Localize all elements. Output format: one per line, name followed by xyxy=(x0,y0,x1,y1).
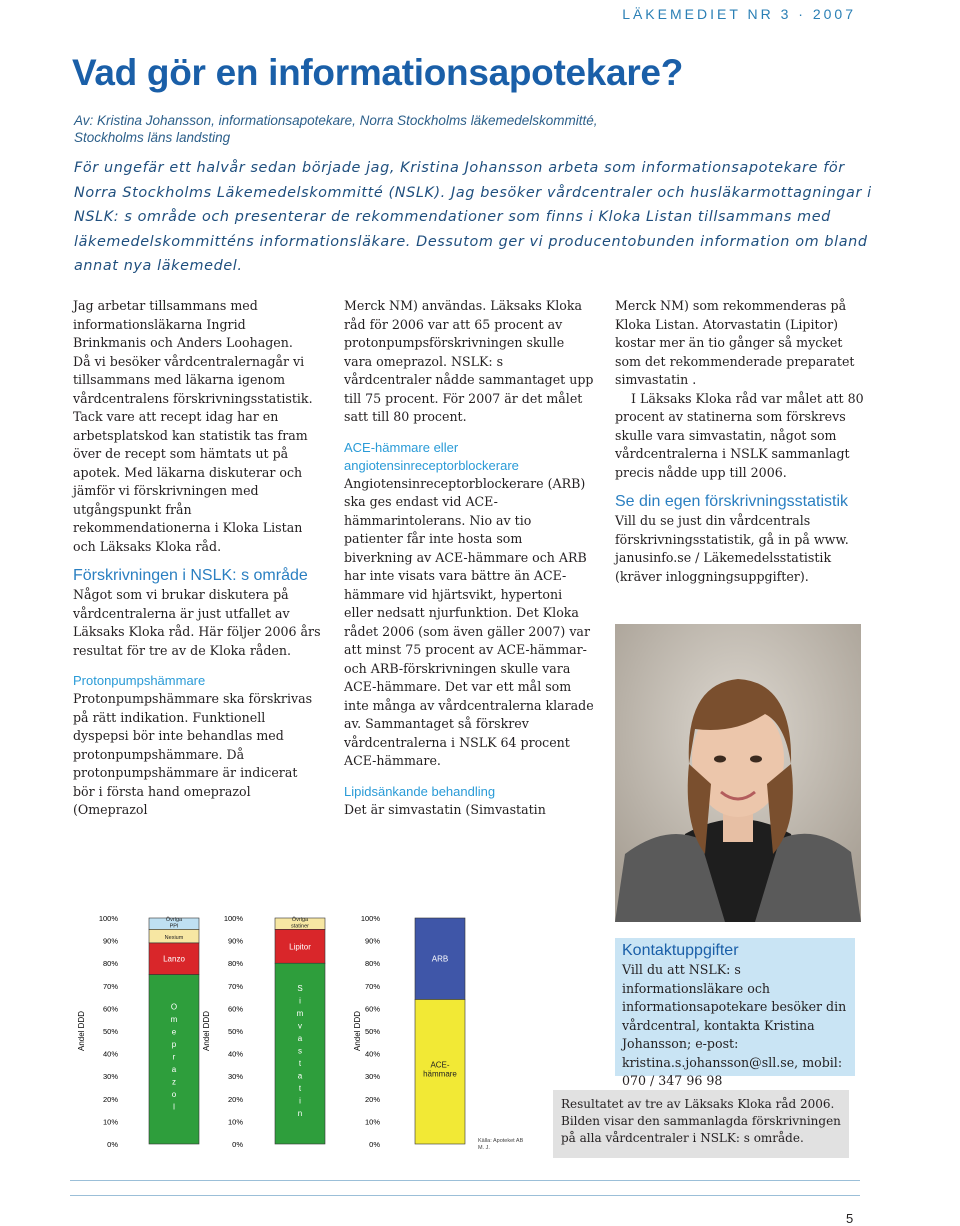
y-tick-label: 80% xyxy=(227,959,243,969)
y-tick-label: 50% xyxy=(227,1027,243,1036)
y-tick-label: 90% xyxy=(227,936,243,946)
subsection-heading: Protonpumpshämmare xyxy=(73,673,206,688)
y-tick-label: 20% xyxy=(364,1094,380,1104)
article-title: Vad gör en informationsapotekare? xyxy=(72,52,684,93)
y-tick-label: 70% xyxy=(227,981,243,991)
column-1 xyxy=(73,297,321,820)
y-tick-label: 30% xyxy=(364,1072,380,1082)
contact-heading: Kontaktuppgifter xyxy=(622,942,739,959)
divider xyxy=(70,1195,860,1196)
y-axis-label: Andel DDD xyxy=(77,1010,86,1052)
paragraph: Merck NM) som rekommenderas på Kloka Listan. Atorvastatin (Lipitor) kostar mer än tio gånger så mycket som det rekommenderade preparatet simvastatin . xyxy=(615,298,855,387)
paragraph: Angiotensinreceptorblockerare (ARB) ska ges endast vid ACE-hämmarintolerans. Nio av tio patienter får inte hosta som biverkning av ACE-hämmare och ARB har inte visats vara bättre än ACE-hämmare vid hjärtsvikt, hypertoni eller nedsatt njurfunktion. Det Kloka rådet 2006 (som även gäller 2007) var att minst 75 procent av ACE-hämmar- och ARB-förskrivningen skulle vara ACE-hämmare. Det var ett mål som inte många av vårdcentralerna klarade av. Sammantaget så förskrev vårdcentralerna i NSLK 64 procent ACE-hämmare. xyxy=(344,475,594,768)
y-tick-label: 70% xyxy=(364,981,380,991)
y-tick-label: 90% xyxy=(364,936,380,946)
article-lead: För ungefär ett halvår sedan började jag, Kristina Johansson arbeta som informationsapotekare för Norra Stockholms Läkemedelskommitté (NSLK). Jag besöker vårdcentraler och husläkarmottagningar i NSLK: s område och presenterar de rekommendationer som finns i Kloka Listan tillsammans med läkemedelskommitténs informationsläkare. Dessutom ger vi producentobunden information om bland annat nya läkemedel. xyxy=(74,160,872,274)
y-axis-label: Andel DDD xyxy=(353,1010,362,1052)
author-photo xyxy=(615,624,861,922)
y-tick-label: 40% xyxy=(102,1049,118,1059)
paragraph: Jag arbetar tillsammans med informationsläkarna Ingrid Brinkmanis och Anders Loohagen. xyxy=(73,298,293,350)
y-tick-label: 20% xyxy=(227,1094,243,1104)
chart-source: Källa: Apoteket AB M. J. xyxy=(478,1138,524,1151)
bar-segment-label: Övriga statiner xyxy=(290,916,310,930)
y-tick-label: 70% xyxy=(102,981,118,991)
column-2 xyxy=(344,297,594,819)
y-tick-label: 60% xyxy=(364,1004,380,1014)
y-axis-label: Andel DDD xyxy=(202,1010,211,1052)
section-heading: Förskrivningen i NSLK: s område xyxy=(73,567,308,584)
y-tick-label: 40% xyxy=(364,1049,380,1059)
y-tick-label: 30% xyxy=(102,1072,118,1082)
page-number: 5 xyxy=(846,1211,854,1226)
y-tick-label: 100% xyxy=(223,914,243,923)
subsection-heading: Lipidsänkande behandling xyxy=(344,783,496,799)
bar-segment-label: Övriga PPI xyxy=(165,916,183,930)
y-tick-label: 50% xyxy=(102,1027,118,1036)
column-3 xyxy=(615,297,865,586)
y-tick-label: 20% xyxy=(102,1094,118,1104)
bar-segment-label: Nexium xyxy=(164,935,184,942)
subsection-heading: ACE-hämmare eller angiotensinreceptorblockerare xyxy=(344,439,519,473)
paragraph: Då vi besöker vårdcentralernagår vi tillsammans med läkarna igenom vårdcentralens förskrivningsstatistik. Tack vare att recept idag har en arbetsplatskod kan statistik tas fram över de recept som hämtats ut på apotek. Med läkarna diskuterar och jämför vi förskrivningen med utgångspunkt från rekommendationerna i Kloka Listan och Läksaks Kloka råd. xyxy=(73,353,313,554)
paragraph: Protonpumpshämmare ska förskrivas på rätt indikation. Funktionell dyspepsi bör inte behandlas med protonpumpshämmare. Då protonpumpshämmare är indicerat bör i första hand omeprazol (Omeprazol xyxy=(73,691,313,817)
bar-segment-label: S i m v a s t a t i n xyxy=(296,984,304,1119)
y-tick-label: 0% xyxy=(232,1140,243,1149)
y-tick-label: 80% xyxy=(364,959,380,969)
article-byline: Av: Kristina Johansson, informationsapotekare, Norra Stockholms läkemedelskommitté, Stockholms läns landsting xyxy=(74,113,598,145)
y-tick-label: 100% xyxy=(98,914,118,923)
y-tick-label: 50% xyxy=(364,1027,380,1036)
y-tick-label: 0% xyxy=(107,1140,118,1149)
y-tick-label: 100% xyxy=(360,914,380,923)
y-tick-label: 60% xyxy=(227,1004,243,1014)
bar-segment-label: O m e p r a z o l xyxy=(170,1002,178,1112)
kloka-rad-charts xyxy=(70,902,540,1177)
divider xyxy=(70,1180,860,1181)
bar-segment-label: Lanzo xyxy=(163,954,185,964)
bar-segment-label: Lipitor xyxy=(289,942,311,952)
y-tick-label: 10% xyxy=(364,1117,380,1127)
y-tick-label: 10% xyxy=(227,1117,243,1127)
y-tick-label: 0% xyxy=(369,1140,380,1149)
contact-text: Vill du att NSLK: s informationsläkare och informationsapotekare besöker din vårdcentral, kontakta Kristina Johansson; e-post: kristina.s.johansson@sll.se, mobil: 070 / 347 96 98 xyxy=(622,962,847,1088)
paragraph: Något som vi brukar diskutera på vårdcentralerna är just utfallet av Läksaks Kloka råd. Här följer 2006 års resultat för tre av de Kloka råden. xyxy=(73,587,321,658)
paragraph: Det är simvastatin (Simvastatin xyxy=(344,801,546,817)
paragraph: Merck NM) användas. Läksaks Kloka råd för 2006 var att 65 procent av protonpumpsförskrivningen skulle vara omeprazol. NSLK: s vårdcentraler nådde sammantaget upp till 75 procent. För 2007 är det målet satt till 80 procent. xyxy=(344,298,594,424)
y-tick-label: 90% xyxy=(102,936,118,946)
y-tick-label: 10% xyxy=(102,1117,118,1127)
bar-segment-label: ARB xyxy=(431,954,449,964)
portrait-illustration xyxy=(615,624,861,922)
bar-segment-label: ACE-hämmare xyxy=(423,1060,457,1079)
publication-header: LÄKEMEDIET NR 3 · 2007 xyxy=(622,6,856,22)
y-tick-label: 30% xyxy=(227,1072,243,1082)
section-heading: Se din egen förskrivningsstatistik xyxy=(615,493,848,510)
contact-box xyxy=(615,938,855,1088)
paragraph: Vill du se just din vårdcentrals förskrivningsstatistik, gå in på www. janusinfo.se / Läkemedelsstatistik (kräver inloggningsuppgifter). xyxy=(615,513,849,584)
chart-caption: Resultatet av tre av Läksaks Kloka råd 2006. Bilden visar den sammanlagda förskrivningen på alla vårdcentraler i NSLK: s område. xyxy=(553,1090,849,1158)
paragraph: I Läksaks Kloka råd var målet att 80 procent av statinerna som förskrevs skulle vara simvastatin, något som vårdcentralerna i NSLK sammanlagt precis nådde upp till 2006. xyxy=(615,390,864,480)
y-tick-label: 60% xyxy=(102,1004,118,1014)
y-tick-label: 80% xyxy=(102,959,118,969)
y-tick-label: 40% xyxy=(227,1049,243,1059)
